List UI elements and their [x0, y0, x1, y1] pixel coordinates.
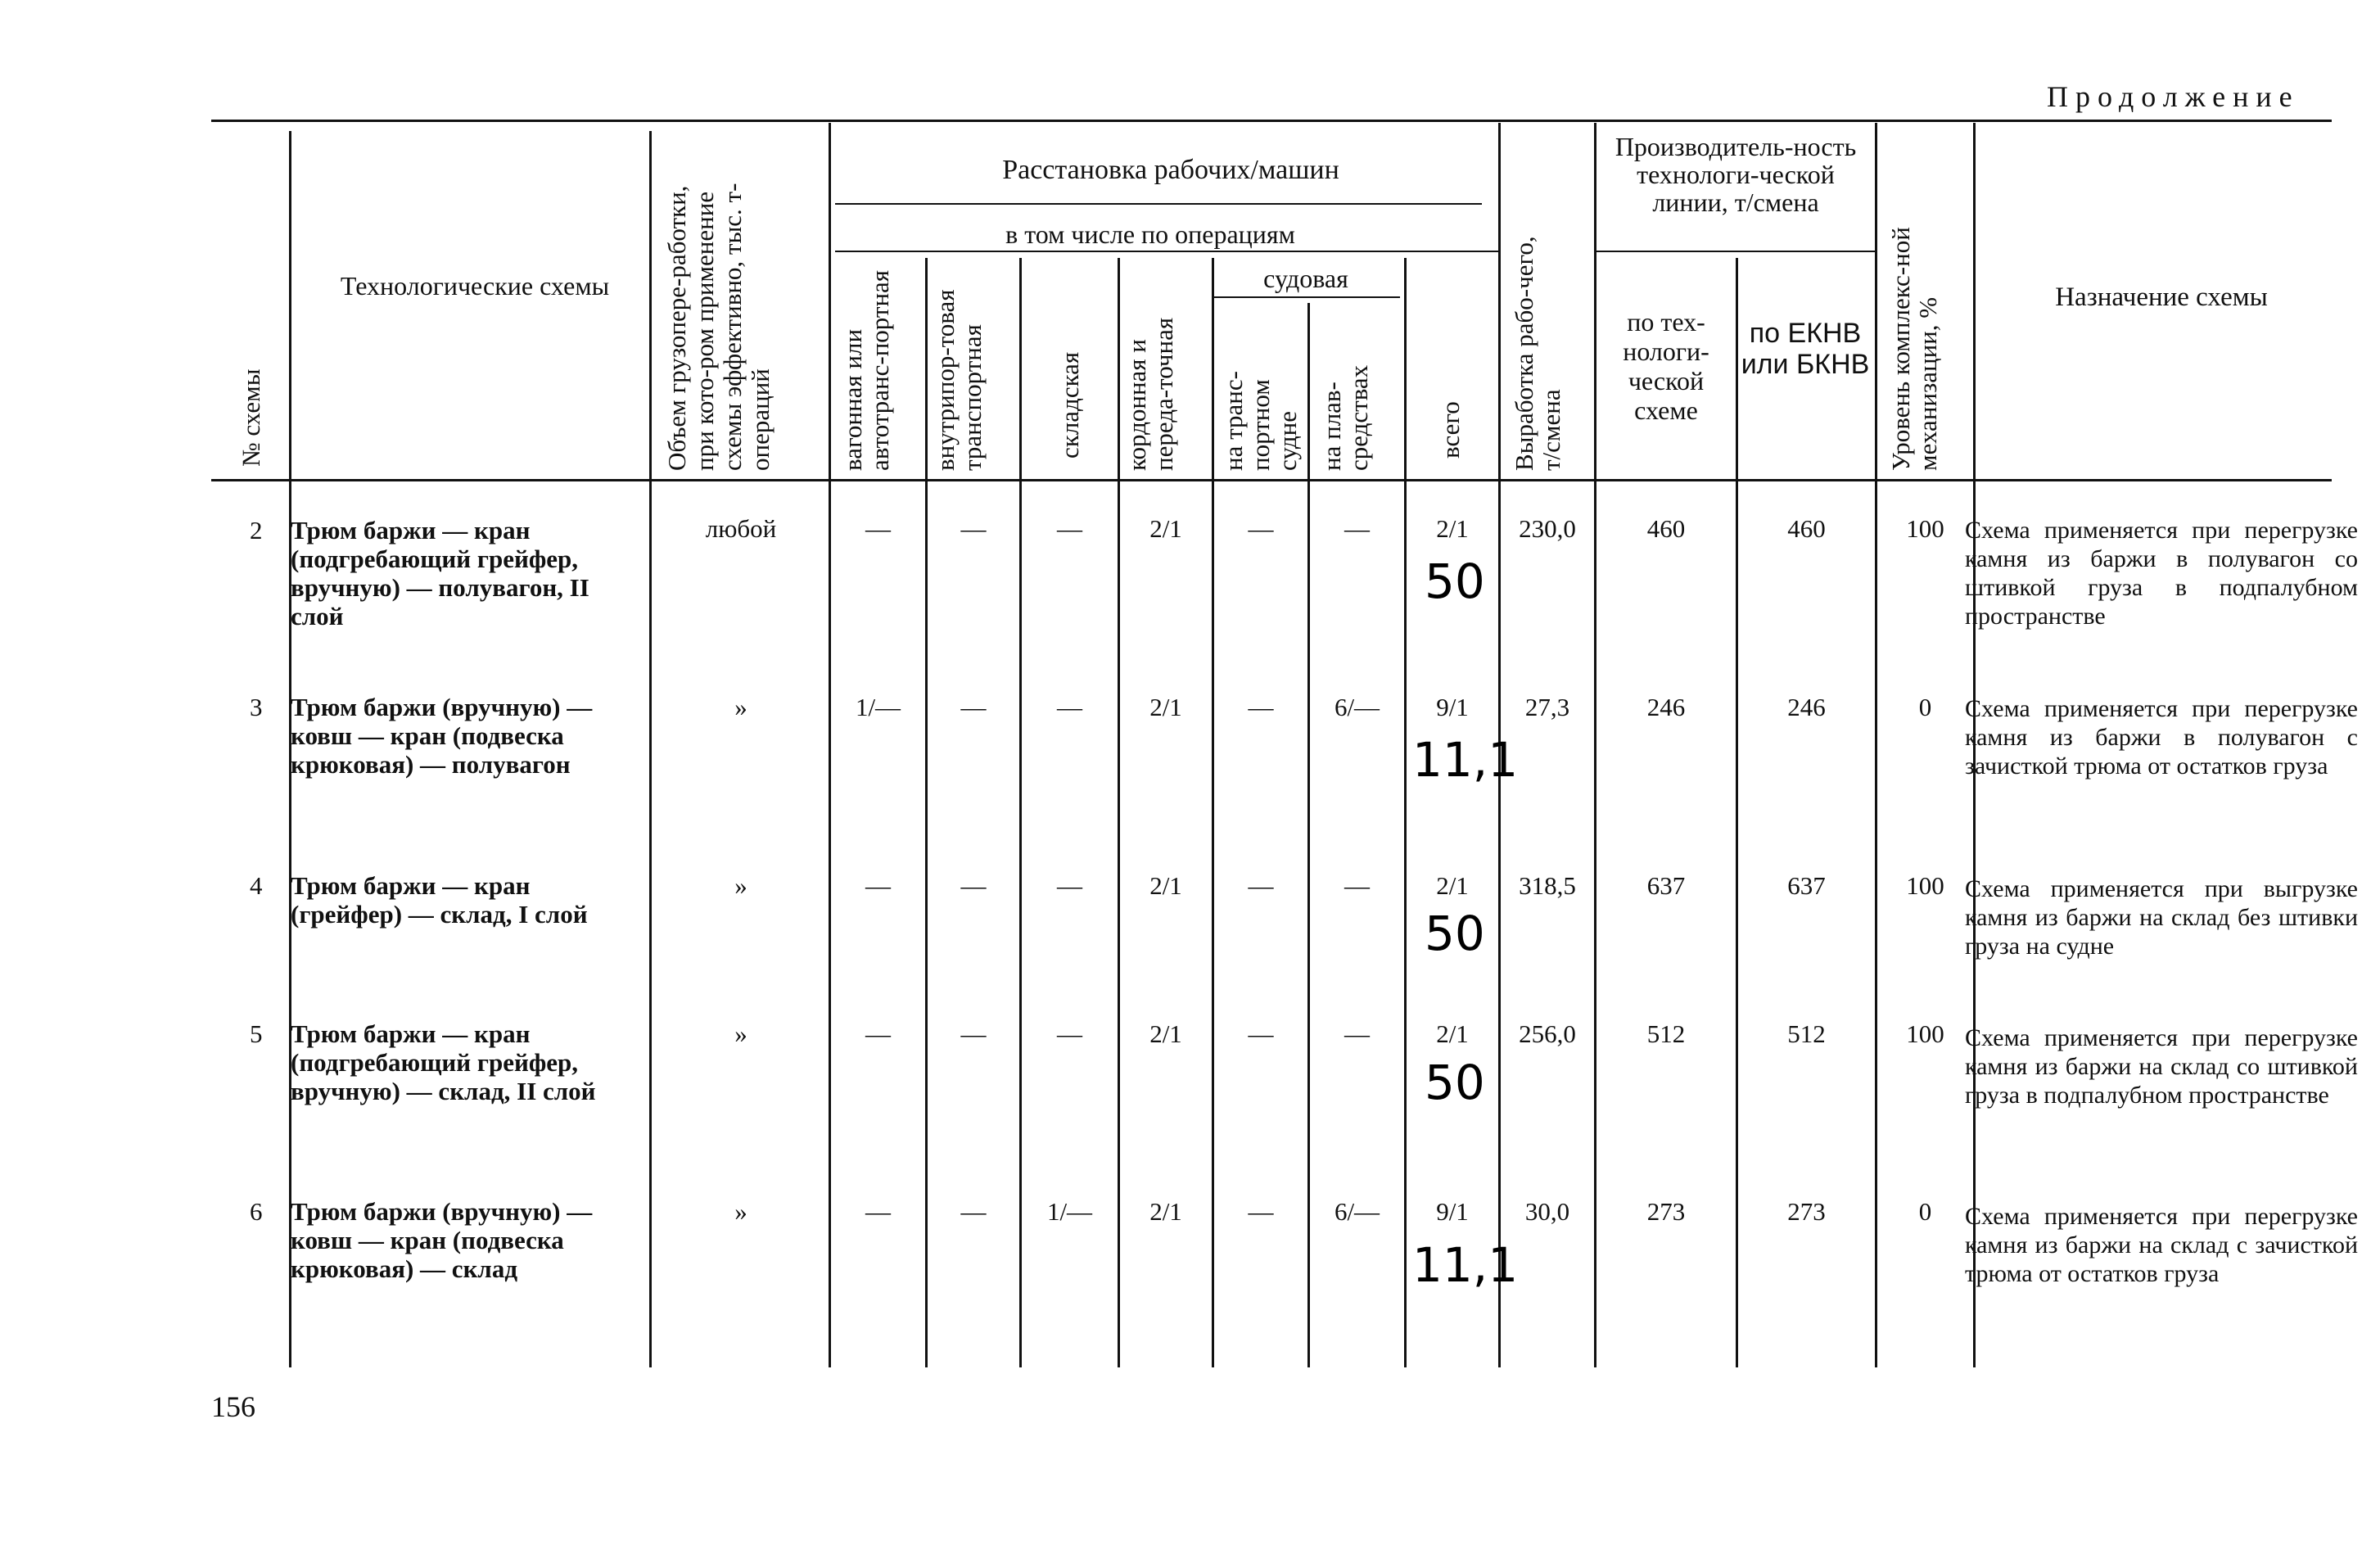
row-scheme: Трюм баржи — кран (грейфер) — склад, I слой: [291, 871, 588, 929]
row-warehouse: —: [1057, 871, 1082, 900]
header-col-placement: Расстановка рабочих/машин: [1002, 155, 1339, 185]
row-output: 27,3: [1524, 693, 1570, 721]
row-ship-float: 6/—: [1334, 693, 1380, 721]
row-scheme: Трюм баржи (вручную) — ковш — кран (подвеска крюковая) — склад: [291, 1197, 593, 1283]
col-sep-3: [829, 123, 831, 1367]
handwritten-annotation: 50: [1425, 906, 1485, 961]
row-intraport: —: [960, 693, 987, 721]
header-col-total: всего: [1436, 401, 1465, 459]
row-ship-float: 6/—: [1334, 1197, 1380, 1226]
row-volume: »: [734, 1019, 747, 1048]
header-col-by-ops: в том числе по операциям: [1005, 219, 1295, 249]
row-total: 2/1: [1436, 514, 1469, 543]
row-total: 9/1: [1436, 693, 1469, 721]
continuation-label: Продолжение: [2047, 80, 2300, 113]
placement-rule: [835, 203, 1482, 205]
header-col-productivity: [1596, 133, 1875, 216]
row-warehouse: 1/—: [1046, 1197, 1093, 1226]
row-prod-tech: 512: [1646, 1019, 1686, 1048]
row-warehouse: —: [1057, 693, 1082, 721]
row-mech: 100: [1906, 1019, 1944, 1048]
header-bottom-rule: [211, 479, 2332, 481]
row-purpose: Схема применяется при перегрузке камня из баржи в полувагон со штивкой груза в подпалубном пространстве: [1965, 517, 2358, 630]
row-prod-tech: 246: [1646, 693, 1686, 721]
row-total: 2/1: [1436, 1019, 1469, 1048]
row-scheme: Трюм баржи (вручную) — ковш — кран (подвеска крюковая) — полувагон: [291, 693, 593, 779]
row-wagon: —: [865, 871, 891, 900]
row-ship-vessel: —: [1248, 514, 1274, 543]
header-col-ship: судовая: [1263, 264, 1348, 293]
row-output: 318,5: [1519, 871, 1576, 900]
header-col-no: № схемы: [237, 368, 265, 467]
row-intraport: —: [960, 514, 987, 543]
row-wagon: —: [865, 1197, 891, 1226]
header-col-ship-float: [1318, 323, 1372, 471]
header-col-cordon-text: кордонная и переда-точная: [1122, 317, 1178, 471]
row-prod-eknv: 246: [1787, 693, 1826, 721]
row-intraport: —: [960, 1019, 987, 1048]
row-volume: »: [734, 1197, 747, 1226]
row-wagon: —: [865, 514, 891, 543]
row-cordon: 2/1: [1149, 1019, 1182, 1048]
row-warehouse: —: [1057, 514, 1082, 543]
row-mech: 0: [1918, 1197, 1932, 1226]
row-prod-tech: 637: [1646, 871, 1686, 900]
row-intraport: —: [960, 871, 987, 900]
header-col-prod-tech-text: по тех-нологи-ческой схеме: [1623, 307, 1709, 425]
handwritten-annotation: 50: [1425, 1055, 1485, 1110]
header-col-output: [1511, 233, 1565, 471]
row-output: 256,0: [1519, 1019, 1576, 1048]
row-wagon: —: [865, 1019, 891, 1048]
row-no: 3: [250, 693, 263, 721]
row-cordon: 2/1: [1149, 1197, 1182, 1226]
row-wagon: 1/—: [855, 693, 901, 721]
row-scheme: Трюм баржи — кран (подгребающий грейфер, вручную) — полувагон, II слой: [291, 516, 589, 630]
header-col-purpose: Назначение схемы: [2055, 282, 2268, 312]
row-warehouse: —: [1057, 1019, 1082, 1048]
header-col-wagon: [839, 266, 893, 471]
col-sep-13: [1875, 123, 1877, 1367]
row-mech: 100: [1906, 871, 1944, 900]
row-mech: 100: [1906, 514, 1944, 543]
row-prod-tech: 460: [1646, 514, 1686, 543]
row-volume: »: [734, 693, 747, 721]
header-col-intraport: [932, 266, 986, 471]
row-scheme: Трюм баржи — кран (подгребающий грейфер, вручную) — склад, II слой: [291, 1019, 596, 1105]
page-number: 156: [211, 1390, 255, 1423]
row-ship-float: —: [1344, 871, 1370, 900]
row-output: 230,0: [1519, 514, 1576, 543]
row-prod-eknv: 460: [1787, 514, 1826, 543]
header-col-volume-text: Объем грузопере-работки, при кото-ром применение схемы эффективно, тыс. т-операций: [662, 183, 775, 471]
row-ship-vessel: —: [1248, 693, 1274, 721]
row-ship-float: —: [1344, 514, 1370, 543]
header-col-volume: [663, 143, 775, 471]
row-purpose: Схема применяется при перегрузке камня из баржи на склад с зачисткой трюма от остатков груза: [1965, 1203, 2358, 1287]
row-cordon: 2/1: [1149, 514, 1182, 543]
header-col-productivity-text: Производитель-ность технологи-ческой линии, т/смена: [1615, 132, 1857, 217]
row-volume: »: [734, 871, 747, 900]
row-volume: любой: [705, 514, 777, 543]
header-col-ship-float-text: на плав-средствах: [1317, 364, 1373, 471]
row-prod-eknv: 273: [1787, 1197, 1826, 1226]
header-col-ship-vessel-text: на транс-портном судне: [1219, 371, 1302, 471]
header-col-mech-level-text: Уровень комплекс-ной механизации, %: [1886, 227, 1942, 471]
header-col-ship-vessel: [1220, 323, 1301, 471]
header-col-prod-eknv-text: по ЕКНВ или БКНВ: [1741, 318, 1870, 380]
header-col-prod-tech: [1601, 307, 1732, 425]
header-col-cordon: [1123, 307, 1177, 471]
row-purpose: Схема применяется при выгрузке камня из баржи на склад без штивки груза на судне: [1965, 875, 2358, 960]
row-cordon: 2/1: [1149, 871, 1182, 900]
row-total: 2/1: [1436, 871, 1469, 900]
row-purpose: Схема применяется при перегрузке камня из баржи на склад со штивкой груза в подпалубном пространстве: [1965, 1024, 2358, 1109]
header-col-mech-level: [1887, 160, 1941, 471]
row-purpose: Схема применяется при перегрузке камня из баржи в полувагон с зачисткой трюма от остатков груза: [1965, 695, 2358, 780]
handwritten-annotation: 11,1: [1412, 1237, 1519, 1293]
row-mech: 0: [1918, 693, 1932, 721]
row-intraport: —: [960, 1197, 987, 1226]
ship-rule: [1212, 296, 1400, 298]
row-no: 6: [250, 1197, 263, 1226]
header-col-scheme-text: Технологические схемы: [340, 271, 610, 301]
row-prod-eknv: 637: [1787, 871, 1826, 900]
row-ship-vessel: —: [1248, 871, 1274, 900]
ops-rule: [835, 251, 1498, 252]
row-ship-vessel: —: [1248, 1019, 1274, 1048]
row-prod-tech: 273: [1646, 1197, 1686, 1226]
header-col-intraport-text: внутрипор-товая транспортная: [931, 289, 987, 471]
row-total: 9/1: [1436, 1197, 1469, 1226]
table-top-rule: [211, 120, 2332, 122]
header-col-scheme: [327, 270, 622, 301]
handwritten-annotation: 11,1: [1412, 732, 1519, 788]
col-sep-2: [649, 131, 652, 1367]
col-sep-11: [1594, 123, 1596, 1367]
row-no: 4: [250, 871, 263, 900]
row-ship-vessel: —: [1248, 1197, 1274, 1226]
header-col-warehouse: складская: [1055, 351, 1084, 459]
header-col-prod-eknv: [1740, 318, 1871, 380]
header-col-wagon-text: вагонная или автотранс-портная: [838, 269, 894, 471]
productivity-rule: [1596, 251, 1875, 252]
row-prod-eknv: 512: [1787, 1019, 1826, 1048]
handwritten-annotation: 50: [1425, 554, 1485, 609]
row-output: 30,0: [1524, 1197, 1570, 1226]
row-no: 5: [250, 1019, 263, 1048]
row-no: 2: [250, 516, 263, 545]
row-ship-float: —: [1344, 1019, 1370, 1048]
row-cordon: 2/1: [1149, 693, 1182, 721]
header-col-output-text: Выработка рабо-чего, т/смена: [1510, 236, 1565, 471]
